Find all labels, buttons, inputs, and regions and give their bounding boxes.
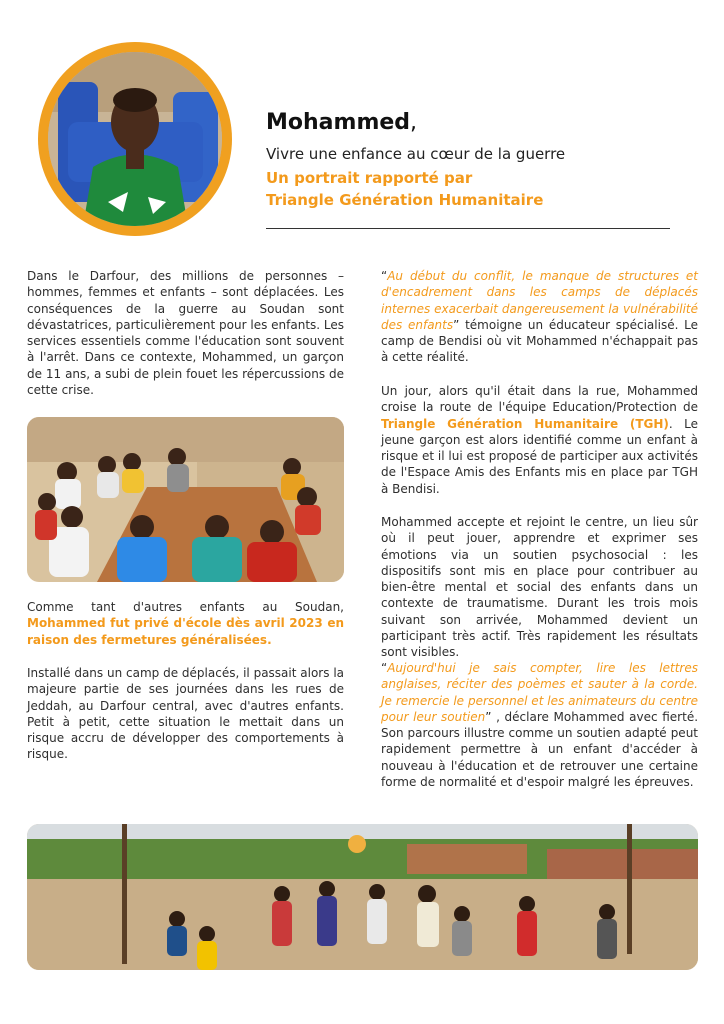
page-title: Mohammed, xyxy=(266,110,418,135)
paragraph-camp: Installé dans un camp de déplacés, il passait alors la majeure partie de ses journées dans les rues de Jeddah, au Darfour central, avec d'autres enfants. Petit à petit, cette situation le mettait dans un risque accru de développer des comportements à risque. xyxy=(27,666,344,762)
tagline: Un portrait rapporté par Triangle Génération Humanitaire xyxy=(266,169,544,209)
classroom-photo xyxy=(27,417,344,582)
paragraph-centre: Mohammed accepte et rejoint le centre, un lieu sûr où il peut jouer, apprendre et exprimer ses émotions via un soutien psychosocial : les dispositifs sont mis en place pour contribuer au bien-être mental et social des enfants dans un contexte de traumatisme. Durant les trois mois suivant son arrivée, Mohammed devient un participant très actif. Très rapidement les résultats sont visibles. xyxy=(381,515,698,660)
playground-photo xyxy=(27,824,698,970)
paragraph-meeting-tgh: Un jour, alors qu'il était dans la rue, Mohammed croise la route de l'équipe Education/Protection de Triangle Génération Humanitaire (TGH). Le jeune garçon est alors identifié comme un enfant à risque et il lui est proposé de participer aux activités de l'Espace Amis des Enfants mis en place par TGH à Bendisi. xyxy=(381,384,698,496)
title-divider xyxy=(266,228,670,229)
quote-mohammed: “Aujourd'hui je sais compter, lire les lettres anglaises, réciter des poèmes et sauter à la corde. Je remercie le personnel et les animateurs du centre pour leur soutien” , déclare Mohammed avec fierté. Son parcours illustre comme un soutien adapté peut rapidement permettre à un enfant d'accéder à nouveau à l'éducation et de retrouver une certaine forme de normalité et d'espoir malgré les épreuves. xyxy=(381,661,699,790)
intro-paragraph: Dans le Darfour, des millions de personnes – hommes, femmes et enfants – sont déplacées. Les conséquences de la guerre au Soudan sont dévastatrices, particulièrement pour les enfants. Les services essentiels comme l'éducation sont souvent à l'arrêt. Dans ce contexte, Mohammed, un garçon de 11 ans, a subi de plein fouet les répercussions de cette crise. xyxy=(27,269,345,398)
paragraph-school-closure: Comme tant d'autres enfants au Soudan, Mohammed fut privé d'école dès avril 2023 en raison des fermetures généralisées. xyxy=(27,600,344,647)
page-subtitle: Vivre une enfance au cœur de la guerre xyxy=(266,145,566,163)
portrait-photo xyxy=(48,52,222,226)
quote-educator: “Au début du conflit, le manque de structures et d'encadrement dans les camps de déplacés internes exacerbait dangereusement la vulnérabilité des enfants” témoigne un éducateur spécialisé. Le camp de Bendisi où vit Mohammed n'échappait pas à cette réalité. xyxy=(381,269,698,365)
